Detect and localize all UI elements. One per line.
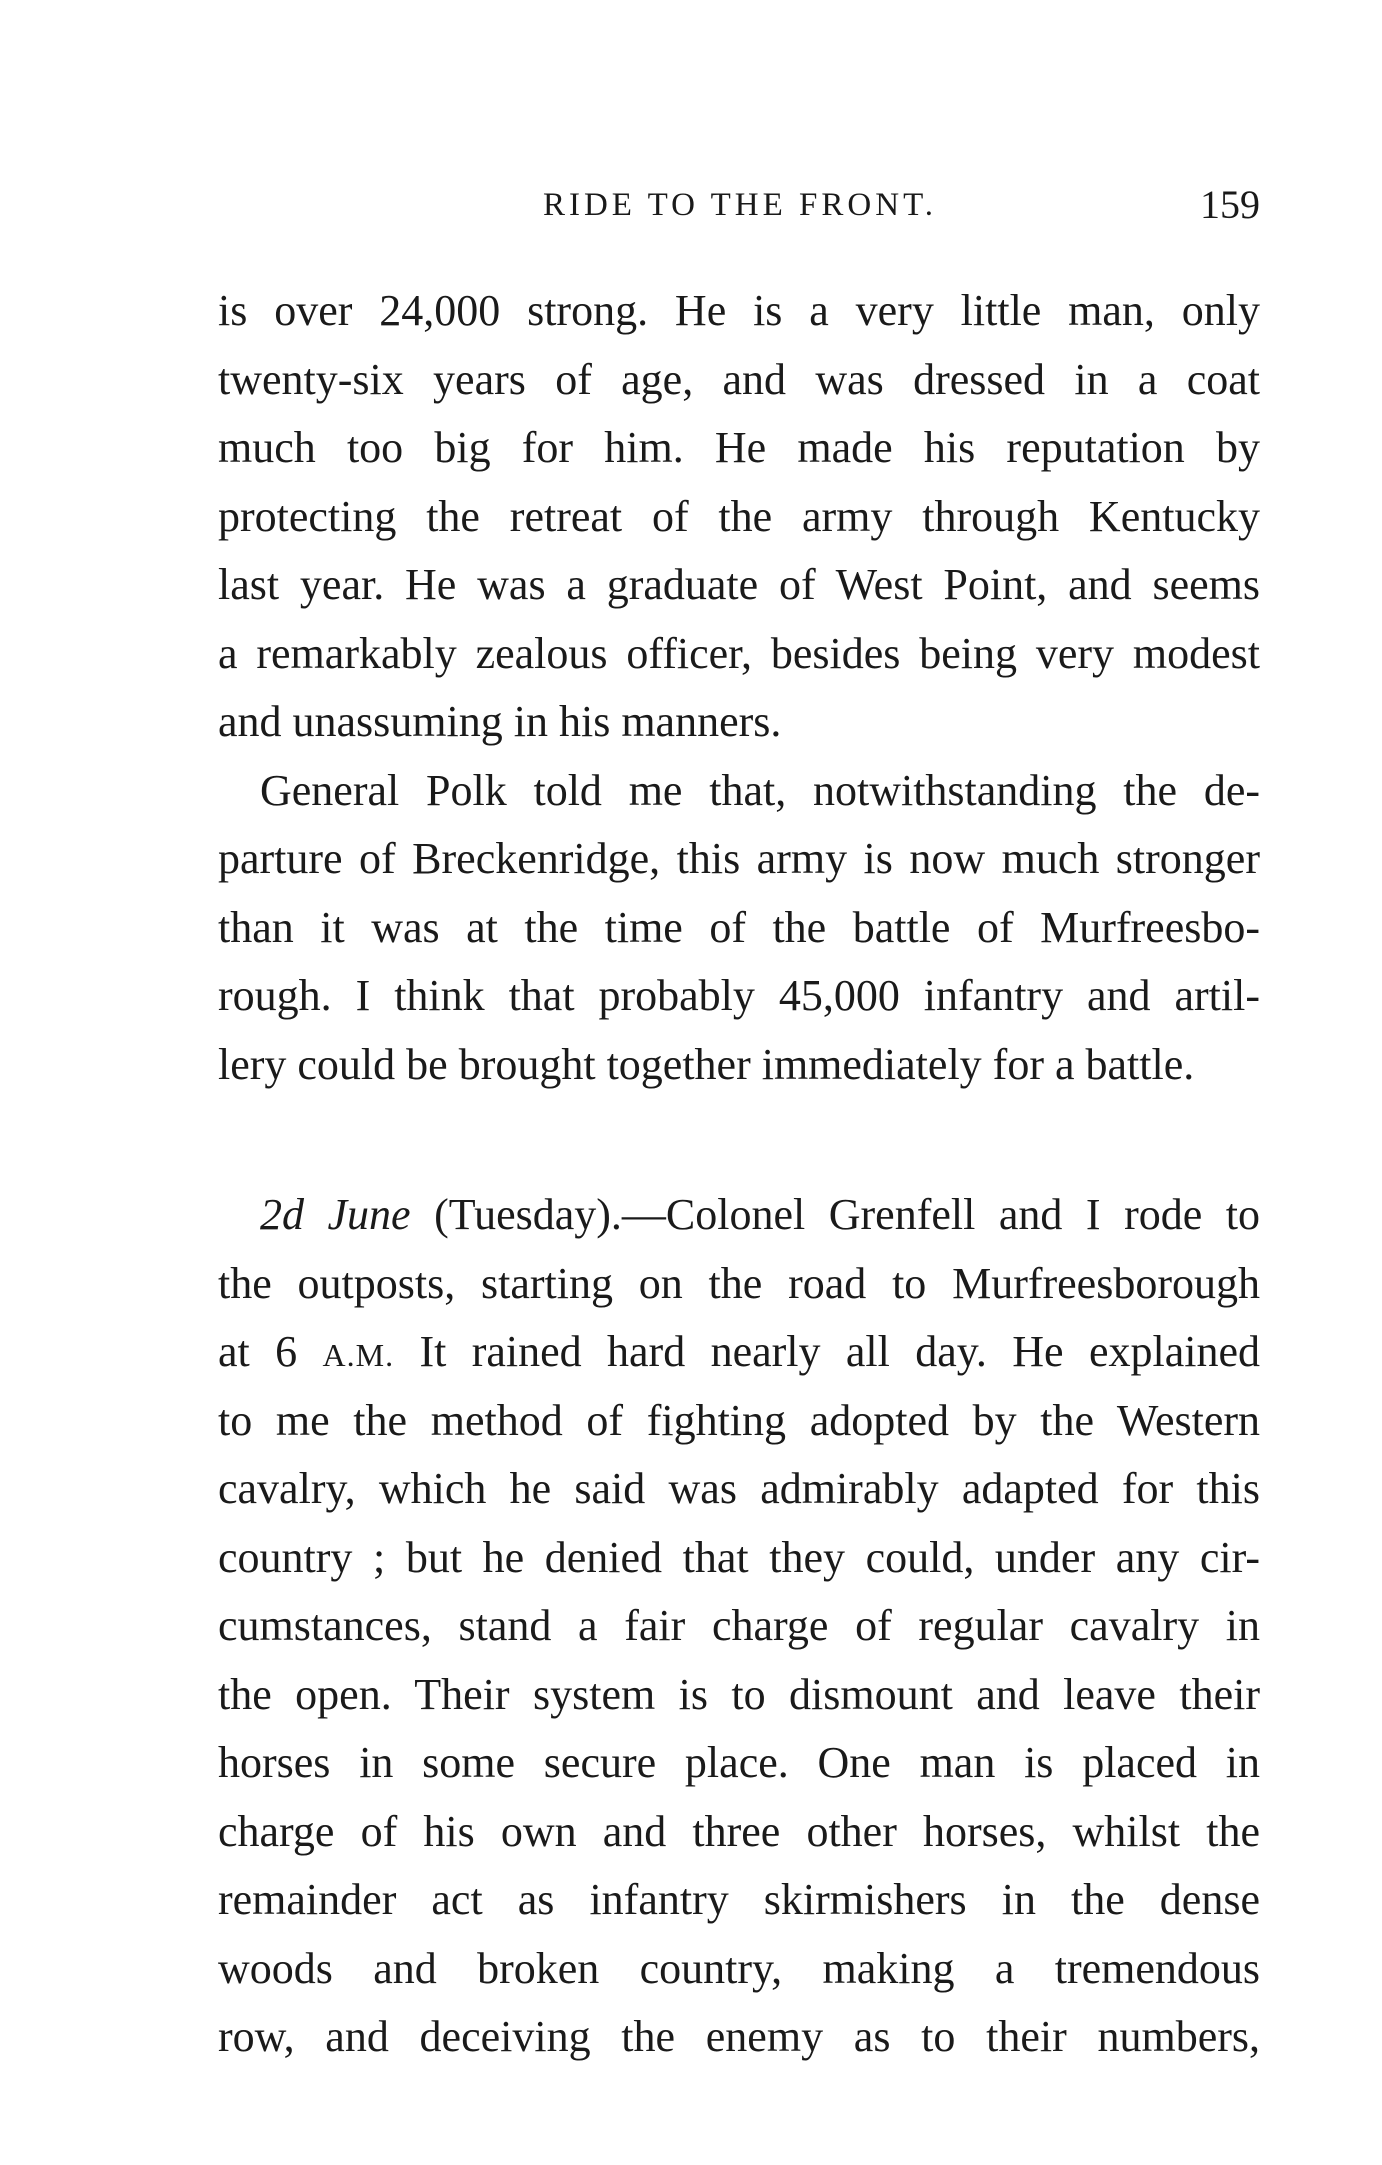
entry-text: (Tuesday).—Colonel Grenfell and I rode to <box>410 1190 1260 1239</box>
text-line: lery could be brought together immediately for a battle. <box>218 1039 1195 1089</box>
text-line: protecting the retreat of the army through Kentucky <box>218 491 1260 541</box>
text-line: remainder act as infantry skirmishers in the dense <box>218 1875 1260 1924</box>
text-line: rough. I think that probably 45,000 infantry and artil- <box>218 971 1260 1020</box>
text-line: General Polk told me that, notwithstanding the de- <box>260 765 1260 815</box>
text-line: to me the method of fighting adopted by the Western <box>218 1395 1260 1445</box>
text-line: is over 24,000 strong. He is a very little man, only <box>218 286 1260 335</box>
text-line: last year. He was a graduate of West Point, and seems <box>218 560 1260 609</box>
entry-date: 2d June <box>260 1190 411 1239</box>
text-line: much too big for him. He made his reputation by <box>218 423 1260 472</box>
text-line: than it was at the time of the battle of Murfreesbo- <box>218 902 1260 952</box>
text-line <box>218 1318 1260 1387</box>
text-line: the outposts, starting on the road to Murfreesborough <box>218 1258 1260 1308</box>
text-line: parture of Breckenridge, this army is now much stronger <box>218 834 1260 883</box>
text-line: cavalry, which he said was admirably adapted for this <box>218 1464 1260 1513</box>
text-line: country ; but he denied that they could, under any cir- <box>218 1532 1260 1582</box>
paragraph-2 <box>218 757 1260 1100</box>
section-break <box>218 1099 1260 1181</box>
text-line: row, and deceiving the enemy as to their numbers, <box>218 2012 1260 2061</box>
text-line: a remarkably zealous officer, besides being very modest <box>218 628 1260 678</box>
diary-entry-paragraph <box>218 1181 1260 2072</box>
text-line: and unassuming in his manners. <box>218 697 782 746</box>
entry-text: at 6 <box>218 1327 323 1376</box>
text-line: horses in some secure place. One man is placed in <box>218 1738 1260 1787</box>
text-line: twenty-six years of age, and was dressed in a coat <box>218 354 1260 404</box>
page-number: 159 <box>1200 182 1260 227</box>
running-title: RIDE TO THE FRONT. <box>542 187 938 223</box>
running-head <box>220 180 1260 230</box>
entry-text: It rained hard nearly all day. He explained <box>394 1327 1260 1376</box>
time-of-day: A.M. <box>322 1337 395 1373</box>
text-line: the open. Their system is to dismount and leave their <box>218 1669 1260 1719</box>
text-line: charge of his own and three other horses, whilst the <box>218 1806 1260 1856</box>
text-line: woods and broken country, making a tremendous <box>218 1943 1260 1993</box>
text-line: cumstances, stand a fair charge of regular cavalry in <box>218 1601 1260 1650</box>
paragraph-1 <box>218 277 1260 757</box>
body-text <box>218 277 1260 2072</box>
text-line <box>218 1181 1260 1250</box>
